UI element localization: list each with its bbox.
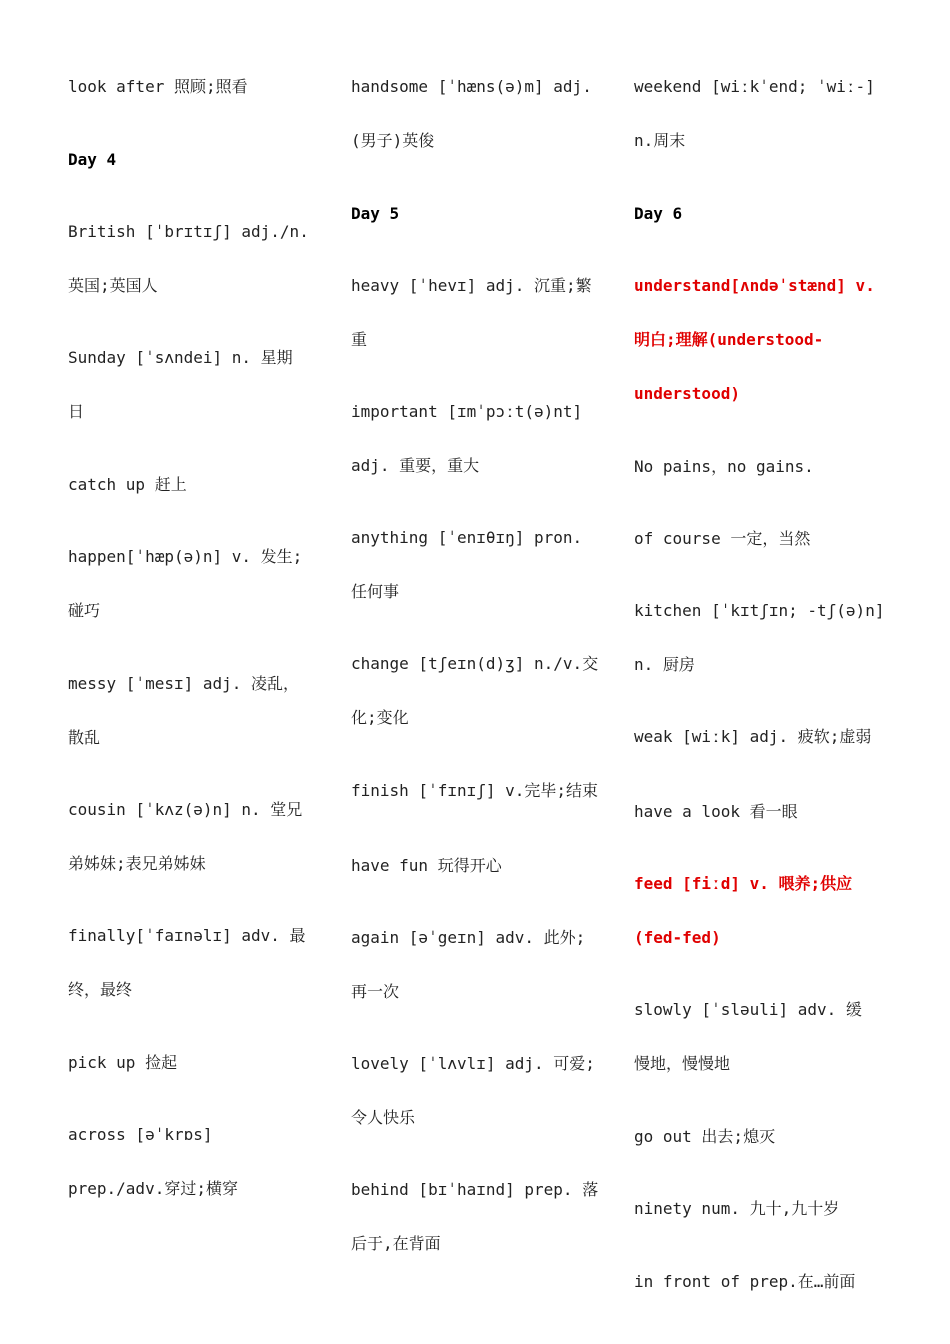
line: go out 出去;熄灭 bbox=[634, 1127, 776, 1146]
line: 英国;英国人 bbox=[68, 276, 158, 295]
line: pick up 捡起 bbox=[68, 1053, 178, 1072]
line: ninety num. 九十,九十岁 bbox=[634, 1199, 840, 1218]
line: British [ˈbrɪtɪʃ] adj./n. bbox=[68, 222, 309, 241]
day-heading: Day 6 bbox=[634, 204, 683, 223]
line: lovely [ˈlʌvlɪ] adj. 可爱; bbox=[351, 1054, 595, 1073]
line: heavy [ˈhevɪ] adj. 沉重;繁 bbox=[351, 276, 592, 295]
line: of course 一定，当然 bbox=[634, 529, 811, 548]
line: adj. 重要，重大 bbox=[351, 456, 480, 475]
line: 重 bbox=[351, 330, 368, 349]
line: (男子)英俊 bbox=[351, 131, 435, 150]
line: have a look 看一眼 bbox=[634, 802, 798, 821]
line: behind [bɪˈhaɪnd] prep. 落 bbox=[351, 1180, 599, 1199]
line: understand[ʌndəˈstænd] v. bbox=[634, 276, 875, 295]
line: messy [ˈmesɪ] adj. 凌乱， bbox=[68, 674, 300, 693]
line: understood) bbox=[634, 384, 740, 403]
line: finally[ˈfaɪnəlɪ] adv. 最 bbox=[68, 926, 306, 945]
line: catch up 赶上 bbox=[68, 475, 187, 494]
line: 日 bbox=[68, 402, 85, 421]
line: 终，最终 bbox=[68, 980, 133, 999]
line: weak [wiːk] adj. 疲软;虚弱 bbox=[634, 727, 872, 746]
line: finish [ˈfɪnɪʃ] v.完毕;结束 bbox=[351, 781, 599, 800]
line: 碰巧 bbox=[68, 601, 101, 620]
line: 弟姊妹;表兄弟姊妹 bbox=[68, 854, 206, 873]
line: happen[ˈhæp(ə)n] v. 发生; bbox=[68, 547, 303, 566]
line: 慢地，慢慢地 bbox=[634, 1054, 731, 1073]
line: Sunday [ˈsʌndei] n. 星期 bbox=[68, 348, 293, 367]
line: prep./adv.穿过;横穿 bbox=[68, 1179, 238, 1198]
line: 后于,在背面 bbox=[351, 1234, 441, 1253]
line: have fun 玩得开心 bbox=[351, 856, 502, 875]
line: across [əˈkrɒs] bbox=[68, 1125, 213, 1144]
line: kitchen [ˈkɪtʃɪn; -tʃ(ə)n] bbox=[634, 601, 885, 620]
line: 明白;理解(understood- bbox=[634, 330, 824, 349]
line: change [tʃeɪn(d)ʒ] n./v.交 bbox=[351, 654, 599, 673]
line: No pains，no gains. bbox=[634, 457, 814, 476]
line: again [əˈgeɪn] adv. 此外; bbox=[351, 928, 586, 947]
line: in front of prep.在…前面 bbox=[634, 1272, 856, 1291]
line: 散乱 bbox=[68, 728, 101, 747]
line: 令人快乐 bbox=[351, 1108, 416, 1127]
line: 化;变化 bbox=[351, 708, 409, 727]
line: slowly [ˈsləuli] adv. 缓 bbox=[634, 1000, 862, 1019]
line: important [ɪmˈpɔːt(ə)nt] bbox=[351, 402, 583, 421]
line: feed [fiːd] v. 喂养;供应 bbox=[634, 874, 853, 893]
line: 再一次 bbox=[351, 982, 400, 1001]
line: 任何事 bbox=[351, 582, 400, 601]
line: n.周末 bbox=[634, 131, 686, 150]
line: (fed-fed) bbox=[634, 928, 721, 947]
line: look after 照顾;照看 bbox=[68, 77, 248, 96]
line: weekend [wiːkˈend; ˈwiː-] bbox=[634, 77, 875, 96]
line: anything [ˈenɪθɪŋ] pron. bbox=[351, 528, 583, 547]
line: handsome [ˈhæns(ə)m] adj. bbox=[351, 77, 592, 96]
line: cousin [ˈkʌz(ə)n] n. 堂兄 bbox=[68, 800, 303, 819]
day-heading: Day 4 bbox=[68, 150, 117, 169]
line: n. 厨房 bbox=[634, 655, 695, 674]
day-heading: Day 5 bbox=[351, 204, 400, 223]
